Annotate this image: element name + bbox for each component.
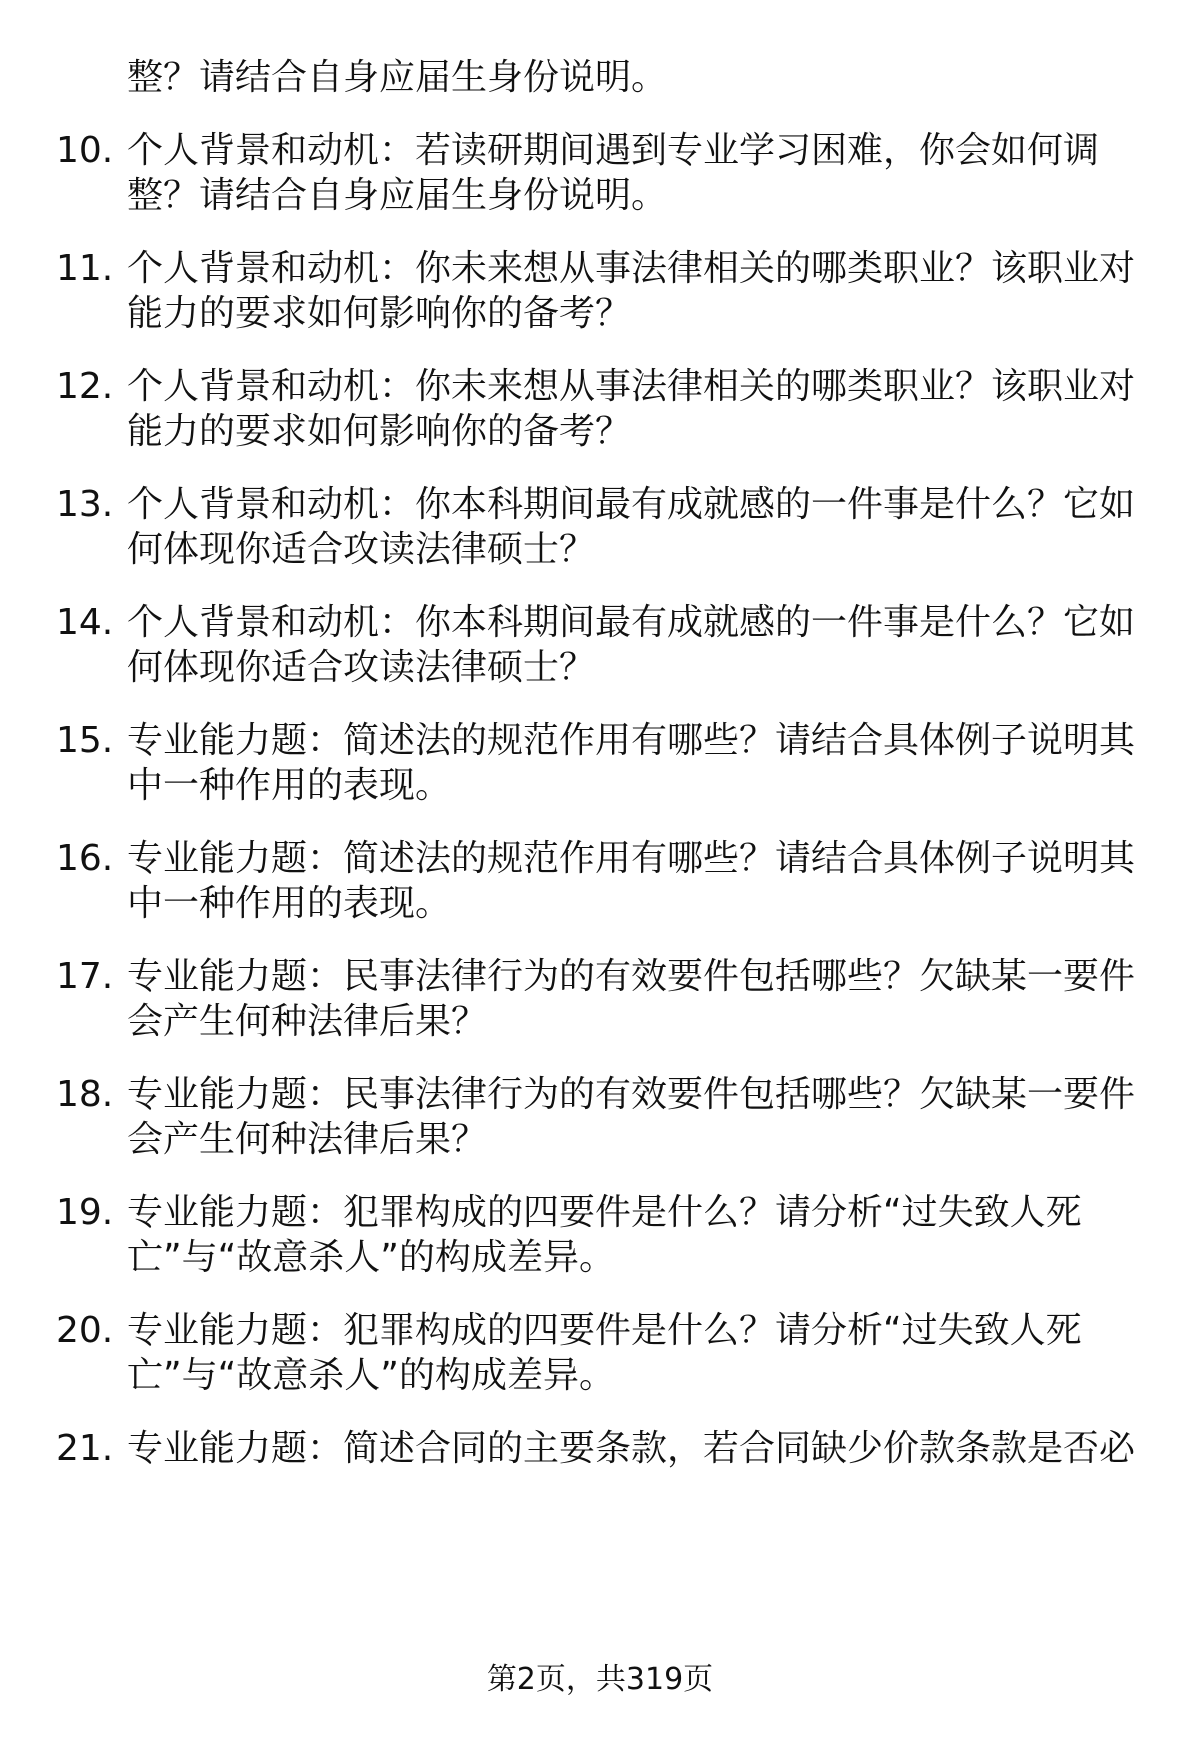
question-number: 15. (56, 720, 114, 761)
question-number: 16. (56, 838, 114, 879)
question-text-line: 何体现你适合攻读法律硕士？ (127, 529, 596, 570)
question-text-line: 专业能力题：犯罪构成的四要件是什么？请分析“过失致人死 (127, 1192, 1082, 1233)
question-text-line: 个人背景和动机：你未来想从事法律相关的哪类职业？该职业对 (127, 366, 1136, 407)
question-text-line: 专业能力题：简述合同的主要条款，若合同缺少价款条款是否必 (127, 1428, 1136, 1469)
question-text-line: 专业能力题：简述法的规范作用有哪些？请结合具体例子说明其 (127, 720, 1136, 761)
question-text-line: 能力的要求如何影响你的备考？ (127, 411, 632, 452)
question-text-line: 亡”与“故意杀人”的构成差异。 (127, 1237, 615, 1278)
question-text-line: 能力的要求如何影响你的备考？ (127, 293, 632, 334)
question-text-line: 专业能力题：民事法律行为的有效要件包括哪些？欠缺某一要件 (127, 956, 1136, 997)
question-text-line: 整？请结合自身应届生身份说明。 (127, 175, 668, 216)
question-number: 10. (56, 130, 114, 171)
question-continuation: 整？请结合自身应届生身份说明。 (127, 57, 668, 98)
question-text-line: 个人背景和动机：你本科期间最有成就感的一件事是什么？它如 (127, 602, 1136, 643)
question-text-line: 会产生何种法律后果？ (127, 1001, 488, 1042)
page-footer: 第2页，共319页 (486, 1662, 714, 1697)
question-number: 21. (56, 1428, 114, 1469)
question-number: 12. (56, 366, 114, 407)
question-text-line: 个人背景和动机：你未来想从事法律相关的哪类职业？该职业对 (127, 248, 1136, 289)
question-text-line: 中一种作用的表现。 (127, 765, 452, 806)
question-number: 17. (56, 956, 114, 997)
question-number: 20. (56, 1310, 114, 1351)
question-text-line: 个人背景和动机：你本科期间最有成就感的一件事是什么？它如 (127, 484, 1136, 525)
question-text-line: 专业能力题：犯罪构成的四要件是什么？请分析“过失致人死 (127, 1310, 1082, 1351)
question-text-line: 中一种作用的表现。 (127, 883, 452, 924)
question-number: 11. (56, 248, 114, 289)
question-number: 18. (56, 1074, 114, 1115)
question-text-line: 专业能力题：简述法的规范作用有哪些？请结合具体例子说明其 (127, 838, 1136, 879)
question-number: 13. (56, 484, 114, 525)
question-text-line: 个人背景和动机：若读研期间遇到专业学习困难，你会如何调 (127, 130, 1100, 171)
question-text-line: 何体现你适合攻读法律硕士？ (127, 647, 596, 688)
question-text-line: 专业能力题：民事法律行为的有效要件包括哪些？欠缺某一要件 (127, 1074, 1136, 1115)
question-text-line: 亡”与“故意杀人”的构成差异。 (127, 1355, 615, 1396)
question-number: 14. (56, 602, 114, 643)
question-text-line: 会产生何种法律后果？ (127, 1119, 488, 1160)
question-number: 19. (56, 1192, 114, 1233)
